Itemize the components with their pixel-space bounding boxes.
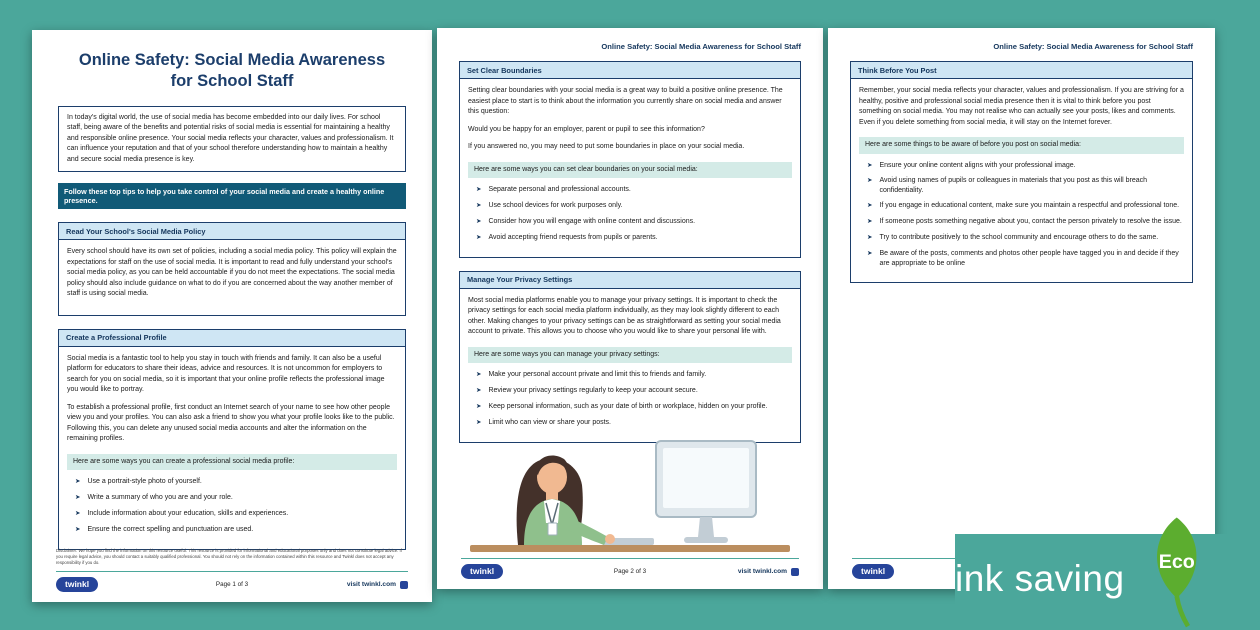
arrow-bullet-icon: ➤ [476,418,482,426]
twinkl-logo: twinkl [461,564,503,579]
page-1 [32,30,432,602]
disclaimer-text: Disclaimer: We hope you find the information on this resource useful. This resource is provided for informational and educational purposes only and does not constitute legal advice. If you require legal advice, you should contact a suitably qualified professional. You should not rely on the information contained within this resource and Twinkl does not accept any responsibility if you do. [56,547,402,565]
section-body [59,347,405,549]
arrow-bullet-icon: ➤ [476,233,482,241]
list-item-text: Separate personal and professional accounts. [488,186,631,193]
arrow-bullet-icon: ➤ [476,386,482,394]
section-body [59,240,405,315]
list-item [75,509,397,519]
arrow-bullet-icon: ➤ [867,250,873,258]
list-item [476,217,792,227]
list-item [867,233,1184,243]
arrow-bullet-icon: ➤ [75,526,81,534]
section-heading: Set Clear Boundaries [460,62,800,79]
arrow-bullet-icon: ➤ [476,201,482,209]
footer-divider [56,571,408,572]
paragraph: Every school should have its own set of policies, including a social media policy. This policy will explain the expectations for staff on the use of social media. It is important to read and fully understand your school's social media policy, as you can be held accountable if you do not meet the expectations. The social media policy should also include guidance on what to do if you are concerned about the way another member of staff is using social media. [67,248,397,298]
section-privacy-settings [459,271,801,443]
section-heading: Create a Professional Profile [59,330,405,347]
list-item-text: Avoid accepting friend requests from pupils or parents. [488,233,658,241]
page-2 [437,28,823,589]
page-footer [461,558,799,579]
list-intro: Here are some ways you can set clear boundaries on your social media: [468,162,792,179]
section-body [460,79,800,257]
page-header: Online Safety: Social Media Awareness for School Staff [601,42,801,51]
paragraph: Would you be happy for an employer, parent or pupil to see this information? [468,125,705,133]
twinkl-social-icon [791,568,799,576]
title-line-1: Online Safety: Social Media Awareness [78,51,386,69]
list-item-text: Ensure your online content aligns with your professional image. [879,161,1076,169]
list-item [476,386,792,396]
list-item-text: Write a summary of who you are and your role. [87,494,233,502]
arrow-bullet-icon: ➤ [867,234,873,242]
footer-divider [461,558,799,559]
list-item [476,201,792,211]
page-3 [828,28,1215,589]
list-item-text: Avoid using names of pupils or colleagues in materials that you post as this will breach confidentiality. [879,177,1148,195]
list-item [867,217,1184,227]
section-heading: Read Your School's Social Media Policy [59,223,405,240]
arrow-bullet-icon: ➤ [867,218,873,226]
list-item-text: Make your personal account private and limit this to friends and family. [488,371,707,379]
twinkl-logo: twinkl [852,564,894,579]
list-item-text: Use a portrait-style photo of yourself. [87,478,202,486]
arrow-bullet-icon: ➤ [867,202,873,210]
arrow-bullet-icon: ➤ [75,510,81,518]
document-title [58,50,406,93]
list-item [75,525,397,535]
arrow-bullet-icon: ➤ [75,478,81,486]
list-intro: Here are some things to be aware of before you post on social media: [859,137,1184,154]
tips-banner: Follow these top tips to help you take control of your social media and create a healthy online presence. [58,183,406,209]
list-item-text: Limit who can view or share your posts. [488,418,612,426]
list-item [75,493,397,503]
page-footer [56,571,408,592]
section-heading: Manage Your Privacy Settings [460,272,800,289]
page-number: Page 1 of 3 [215,581,249,588]
list-item [867,176,1184,196]
list-item [867,249,1184,269]
intro-text: In today's digital world, the use of social media has become embedded into our daily lives. For school staff, being aware of the benefits and potential risks of social media is essential for maintaining a healthy and responsible online presence. Your social media reflects your character, values and professionalism. It can influence your reputation and that of your school therefore understanding how to maintain a healthy and secure social media presence is key. [58,106,406,173]
list-item-text: If you engage in educational content, make sure you maintain a respectful and professional tone. [879,202,1180,210]
paragraph: Most social media platforms enable you to manage your privacy settings. It is important to check the privacy settings for each social media platform individually, as they may look slightly different to each other. Making changes to your privacy settings can be as straightforward as setting your social media account to private. This allows you to choose who you would like to share your personal life with. [468,296,781,336]
arrow-bullet-icon: ➤ [867,161,873,169]
paragraph: To establish a professional profile, first conduct an Internet search of your name to see how other people view you and your profiles. You can also ask a friend to show you what your profile looks like to the public. Following this, you can delete any unused social media accounts and alter the information on the remaining profiles. [67,403,395,443]
list-item-text: Ensure the correct spelling and punctuation are used. [87,526,254,534]
arrow-bullet-icon: ➤ [476,217,482,225]
arrow-bullet-icon: ➤ [476,186,482,193]
arrow-bullet-icon: ➤ [867,177,873,185]
list-intro: Here are some ways you can manage your privacy settings: [468,347,792,364]
footer-row [56,577,408,592]
ink-saving-label: ink saving [955,558,1125,599]
section-read-policy [58,222,406,316]
woman-at-computer-drawing [460,427,800,557]
list-item-text: Include information about your education, skills and experiences. [87,510,289,518]
list-item [867,201,1184,211]
illustration-woman-at-computer [459,427,801,557]
visit-twinkl-link: visit twinkl.com [737,568,788,575]
arrow-bullet-icon: ➤ [75,494,81,502]
twinkl-logo: twinkl [56,577,98,592]
list-item [476,370,792,380]
list-item-text: Consider how you will engage with online content and discussions. [488,217,696,225]
list-item-text: Review your privacy settings regularly to keep your account secure. [488,386,698,394]
list-item-text: Use school devices for work purposes only. [488,201,623,209]
title-line-2: for School Staff [170,72,294,91]
list-item [476,402,792,412]
list-item-text: If someone posts something negative about you, contact the person privately to resolve the issue. [879,218,1182,226]
footer-row [461,564,799,579]
eco-badge [955,534,1260,630]
page-header: Online Safety: Social Media Awareness for School Staff [993,42,1193,51]
twinkl-social-icon [400,581,408,589]
list-item [476,233,792,243]
eco-leaf-icon [1143,510,1210,630]
list-item-text: Keep personal information, such as your date of birth or workplace, hidden on your profile. [488,402,768,410]
eco-label: Eco [1158,551,1195,574]
paragraph: Remember, your social media reflects your character, values and professionalism. If you are striving for a healthy, positive and professional social media presence then it is vital to think before you post something on social media. You may not realise who can actually see your posts, likes and comments. Even if you delete something from social media, it will stay on the Internet forever. [859,87,1184,126]
arrow-bullet-icon: ➤ [476,402,482,410]
paragraph: Setting clear boundaries with your social media is a great way to build a positive online presence. The easiest place to start is to think about the information you currently share on social media and answer this question: [468,87,783,115]
paragraph: Social media is a fantastic tool to help you stay in touch with friends and family. It can also be a useful platform for educators to share their ideas, advice and resources. It is not uncommon for employers to search for you on social media, so it is important that your online profile reflects the professional image you would like to portray. [67,354,385,394]
list-item [476,185,792,195]
section-think-before-post [850,61,1193,283]
list-item-text: Try to contribute positively to the school community and encourage others to do the same. [879,234,1159,242]
section-body [851,79,1192,282]
list-item [75,477,397,487]
page-number: Page 2 of 3 [613,568,647,575]
section-professional-profile [58,329,406,550]
list-intro: Here are some ways you can create a professional social media profile: [67,454,397,471]
section-body [460,289,800,442]
section-heading: Think Before You Post [851,62,1192,79]
section-set-boundaries [459,61,801,258]
arrow-bullet-icon: ➤ [476,371,482,379]
list-item [867,161,1184,171]
paragraph: If you answered no, you may need to put some boundaries in place on your social media. [468,143,745,150]
list-item-text: Be aware of the posts, comments and photos other people have tagged you in and decide if they are appropriate to be online [879,250,1179,267]
visit-twinkl-link: visit twinkl.com [346,581,396,588]
